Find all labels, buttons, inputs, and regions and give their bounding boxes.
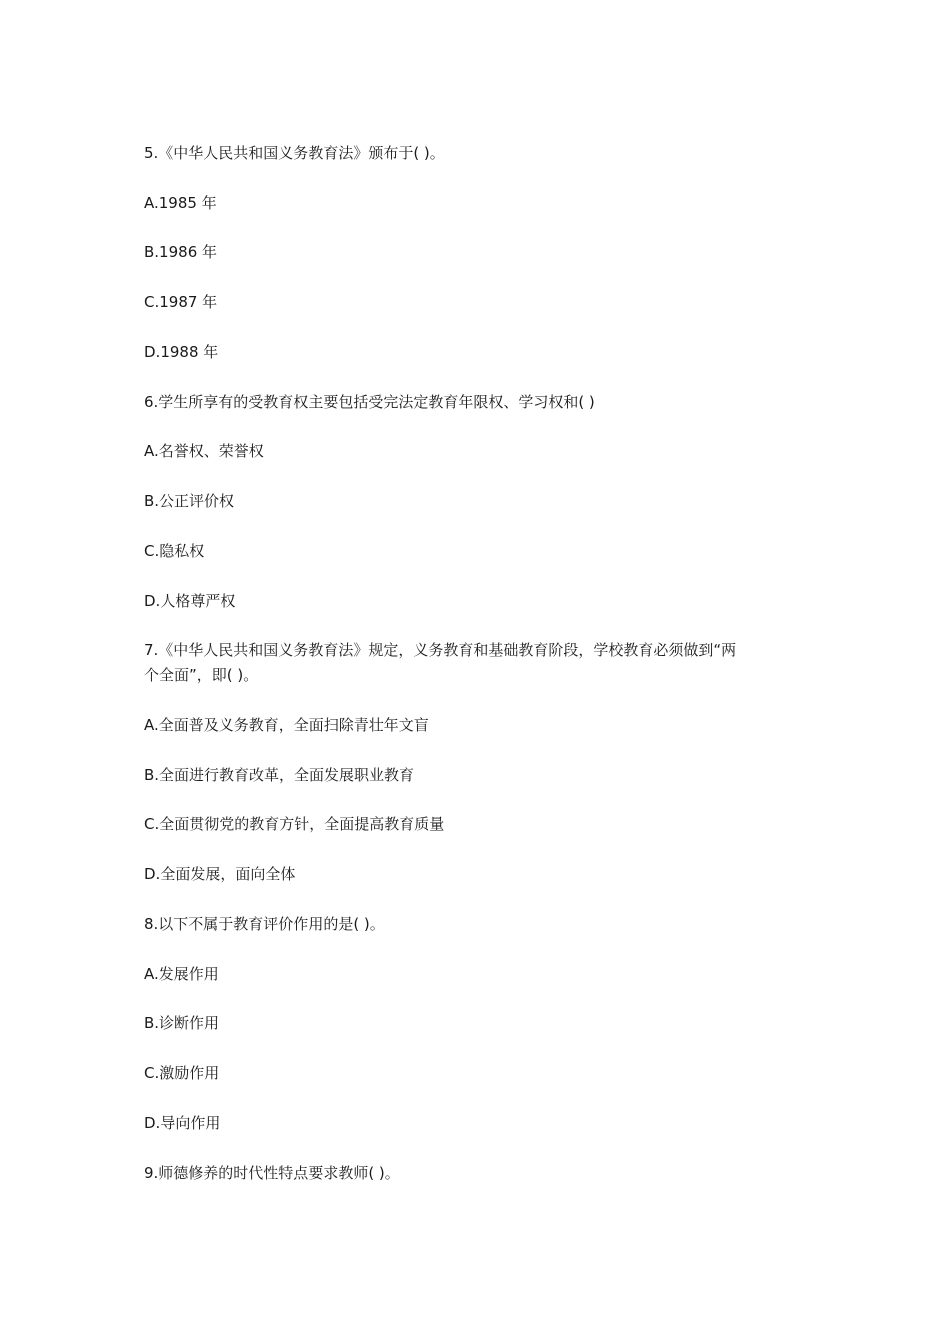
question-7-option-d: D.全面发展，面向全体 [144, 865, 296, 883]
question-8-stem: 8.以下不属于教育评价作用的是( )。 [144, 915, 385, 933]
question-6-option-a: A.名誉权、荣誉权 [144, 442, 264, 460]
question-6-option-d: D.人格尊严权 [144, 592, 236, 610]
question-5-option-d: D.1988 年 [144, 343, 219, 361]
question-5-option-c: C.1987 年 [144, 293, 218, 311]
question-7-option-a: A.全面普及义务教育，全面扫除青壮年文盲 [144, 716, 429, 734]
question-5-option-a: A.1985 年 [144, 194, 217, 212]
question-6-option-c: C.隐私权 [144, 542, 205, 560]
question-8-option-d: D.导向作用 [144, 1114, 221, 1132]
question-6-option-b: B.公正评价权 [144, 492, 235, 510]
question-8-option-b: B.诊断作用 [144, 1014, 220, 1032]
question-9-stem: 9.师德修养的时代性特点要求教师( )。 [144, 1164, 400, 1182]
question-7-stem-line-2: 个全面”，即( )。 [144, 666, 259, 684]
question-6-stem: 6.学生所享有的受教育权主要包括受完法定教育年限权、学习权和( ) [144, 393, 595, 411]
question-5-option-b: B.1986 年 [144, 243, 218, 261]
question-8-option-c: C.激励作用 [144, 1064, 220, 1082]
question-7-option-b: B.全面进行教育改革，全面发展职业教育 [144, 766, 415, 784]
question-8-option-a: A.发展作用 [144, 965, 219, 983]
question-7-option-c: C.全面贯彻党的教育方针，全面提高教育质量 [144, 815, 445, 833]
question-7-stem-line-1: 7.《中华人民共和国义务教育法》规定，义务教育和基础教育阶段，学校教育必须做到“两 [144, 641, 737, 659]
question-5-stem: 5.《中华人民共和国义务教育法》颁布于( )。 [144, 144, 445, 162]
